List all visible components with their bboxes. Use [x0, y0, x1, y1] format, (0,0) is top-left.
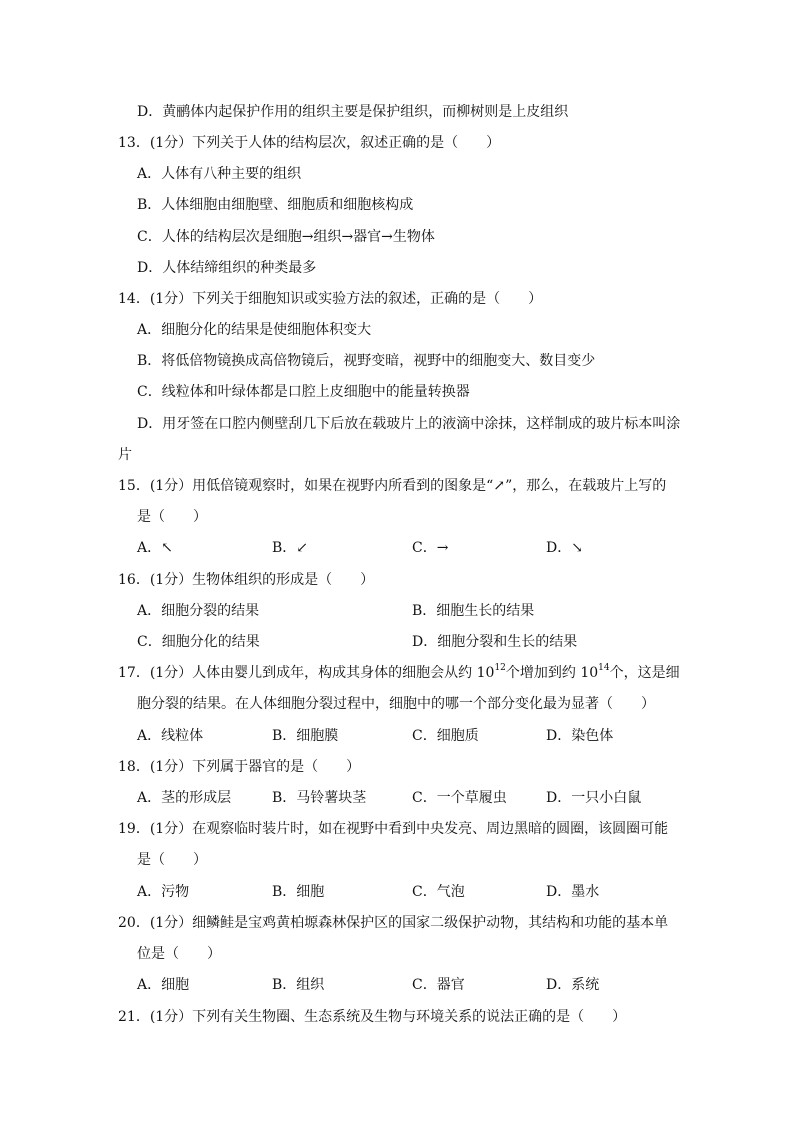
q14-option-d: D．用牙签在口腔内侧壁刮几下后放在载玻片上的液滴中涂抹，这样制成的玻片标本叫涂 — [137, 416, 681, 432]
q18-option-d: D．一只小白鼠 — [546, 790, 642, 806]
q21-stem: 21．(1分）下列有关生物圈、生态系统及生物与环境关系的说法正确的是（ ） — [118, 1009, 627, 1025]
q17-stem — [118, 663, 680, 683]
q13-option-c: C．人体的结构层次是细胞→组织→器官→生物体 — [137, 229, 435, 245]
q19-option-b: B．细胞 — [272, 884, 325, 900]
q16-option-b: B．细胞生长的结果 — [412, 603, 535, 619]
q20-stem-continued: 位是（ ） — [137, 946, 221, 962]
q13-option-b: B．人体细胞由细胞壁、细胞质和细胞核构成 — [137, 197, 414, 213]
q17-option-a: A．线粒体 — [137, 728, 204, 744]
q15-option-b: B．↙ — [272, 540, 309, 556]
q14-option-a: A．细胞分化的结果是使细胞体积变大 — [137, 322, 372, 338]
q16-option-a: A．细胞分裂的结果 — [137, 603, 260, 619]
q16-option-c: C．细胞分化的结果 — [137, 634, 260, 650]
q17-exponent-1: 12 — [494, 663, 506, 674]
q15-option-d: D．↘ — [546, 540, 583, 556]
q20-option-a: A．细胞 — [137, 977, 190, 993]
q14-option-b: B．将低倍物镜换成高倍物镜后，视野变暗，视野中的细胞变大、数目变少 — [137, 353, 596, 369]
q19-option-a: A．污物 — [137, 884, 190, 900]
q17-exponent-2: 14 — [598, 663, 610, 674]
q18-stem: 18．(1分）下列属于器官的是（ ） — [118, 759, 361, 775]
q19-option-d: D．墨水 — [546, 884, 600, 900]
q13-option-d: D．人体结缔组织的种类最多 — [137, 260, 317, 276]
q15-stem-continued: 是（ ） — [137, 509, 207, 525]
q18-option-b: B．马铃薯块茎 — [272, 790, 367, 806]
q15-option-c: C．→ — [412, 540, 449, 556]
q14-option-d-continued: 片 — [118, 447, 132, 463]
q15-stem: 15．(1分）用低倍镜观察时，如果在视野内所看到的图象是“↗”，那么，在载玻片上写的 — [118, 478, 667, 494]
q17-stem-part-a: 17．(1分）人体由婴儿到成年，构成其身体的细胞会从约 10 — [118, 665, 495, 681]
q12-option-d: D．黄鹂体内起保护作用的组织主要是保护组织，而柳树则是上皮组织 — [137, 104, 569, 120]
q20-stem: 20．(1分）细鳞鲑是宝鸡黄柏塬森林保护区的国家二级保护动物，其结构和功能的基本单 — [118, 915, 669, 931]
q17-stem-part-b: 个增加到约 10 — [505, 665, 599, 681]
q13-stem: 13．(1分）下列关于人体的结构层次，叙述正确的是（ ） — [118, 135, 501, 151]
q18-option-a: A．茎的形成层 — [137, 790, 232, 806]
q13-option-a: A．人体有八种主要的组织 — [137, 166, 302, 182]
q17-option-c: C．细胞质 — [412, 728, 479, 744]
q17-option-b: B．细胞膜 — [272, 728, 339, 744]
q16-option-d: D．细胞分裂和生长的结果 — [412, 634, 578, 650]
q19-stem-continued: 是（ ） — [137, 852, 207, 868]
q20-option-d: D．系统 — [546, 977, 600, 993]
q17-option-d: D．染色体 — [546, 728, 614, 744]
q17-stem-part-c: 个，这是细 — [609, 665, 680, 681]
q19-option-c: C．气泡 — [412, 884, 465, 900]
q17-stem-continued: 胞分裂的结果。在人体细胞分裂过程中，细胞中的哪一个部分变化最为显著（ ） — [137, 696, 655, 712]
q20-option-b: B．组织 — [272, 977, 325, 993]
q14-option-c: C．线粒体和叶绿体都是口腔上皮细胞中的能量转换器 — [137, 384, 470, 400]
q14-stem: 14．(1分）下列关于细胞知识或实验方法的叙述，正确的是（ ） — [118, 291, 543, 307]
q19-stem: 19．(1分）在观察临时装片时，如在视野中看到中央发亮、周边黑暗的圆圈，该圆圈可能 — [118, 821, 669, 837]
q18-option-c: C．一个草履虫 — [412, 790, 507, 806]
q20-option-c: C．器官 — [412, 977, 465, 993]
q16-stem: 16．(1分）生物体组织的形成是（ ） — [118, 572, 375, 588]
q15-option-a: A．↖ — [137, 540, 173, 556]
